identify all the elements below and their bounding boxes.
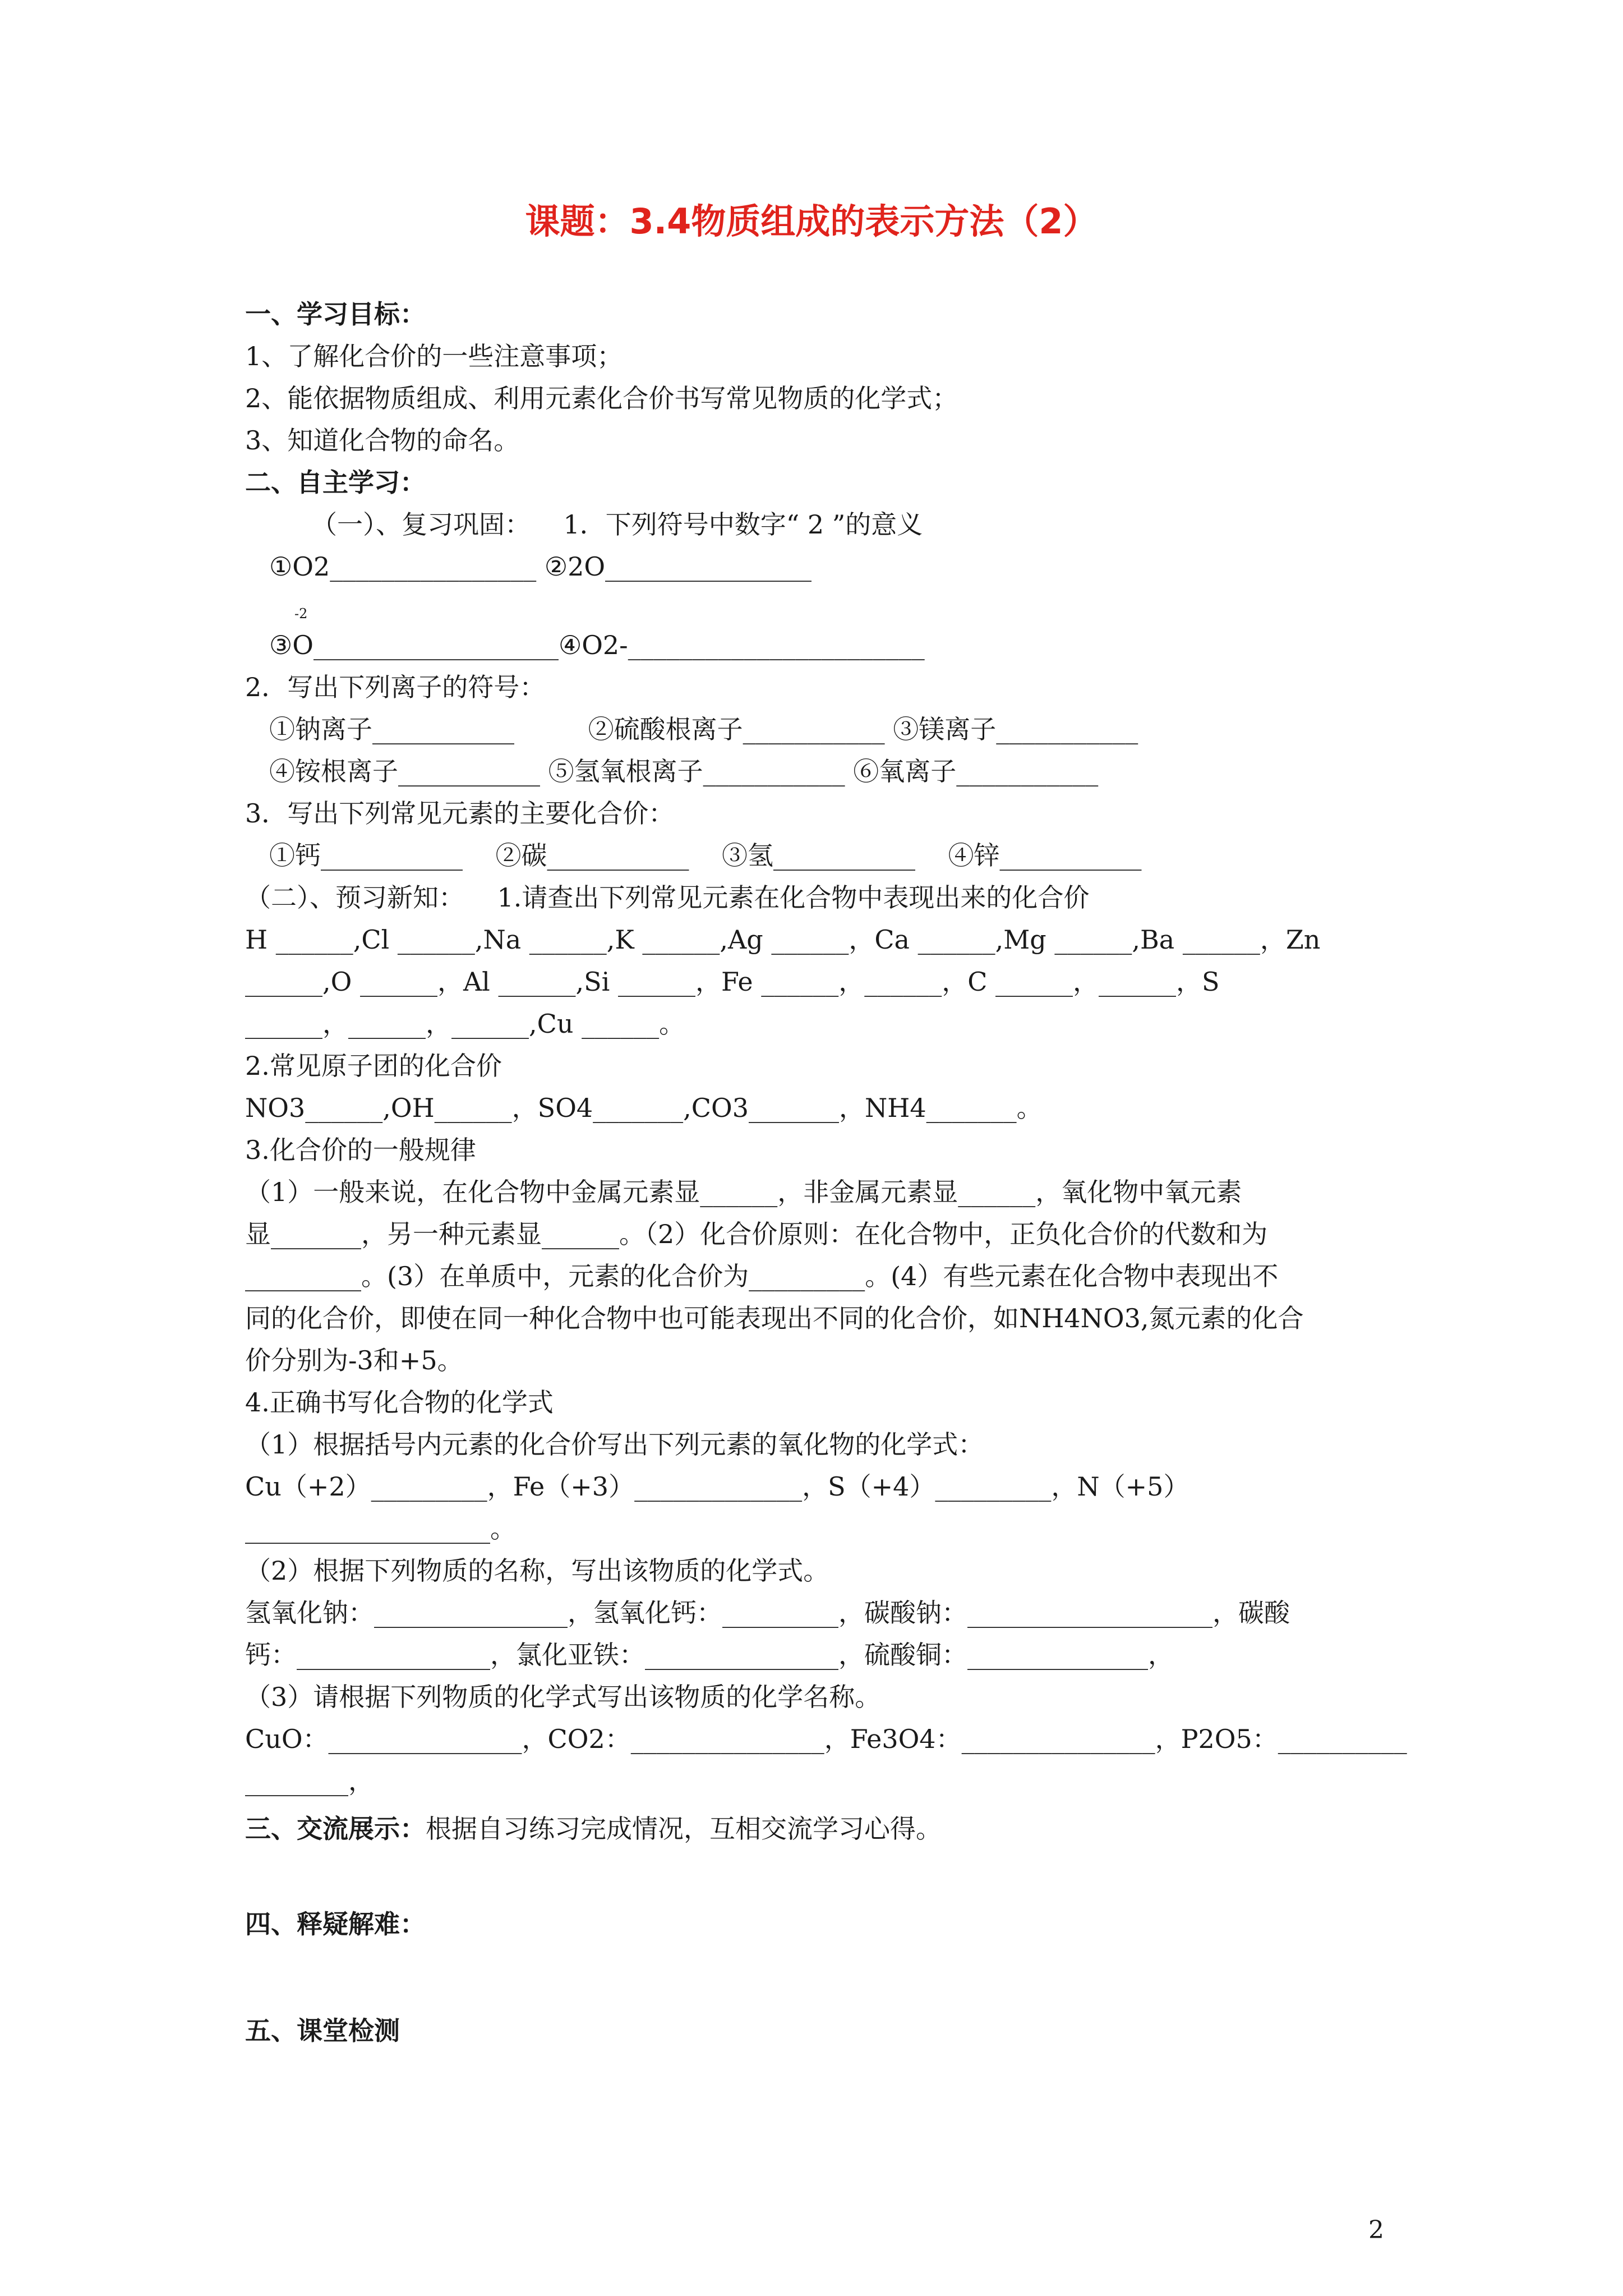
charge-superscript: -2 <box>294 606 308 622</box>
formula-q1-row: Cu（+2）_________，Fe（+3）_____________，S（+4）_________，N（+5） <box>245 1471 1189 1502</box>
ion-row-1: ①钠离子___________ ②硫酸根离子___________ ③镁离子___________ <box>269 714 1138 744</box>
formula-q2-row-1: 氢氧化钠：_______________，氢氧化钙：_________，碳酸钠：___________________，碳酸 <box>245 1598 1290 1628</box>
formula-q1: （1）根据括号内元素的化合价写出下列元素的氧化物的化学式： <box>245 1429 984 1460</box>
valence-question: 3．写出下列常见元素的主要化合价： <box>245 798 675 829</box>
review-item-1-2: ①O2________________ ②2O________________ <box>269 551 812 582</box>
ion-symbols-question: 2．写出下列离子的符号： <box>245 672 546 702</box>
preview-intro: （二）、预习新知： 1.请查出下列常见元素在化合物中表现出来的化合价 <box>245 882 1090 913</box>
ion-row-2: ④铵根离子___________ ⑤氢氧根离子___________ ⑥氧离子___________ <box>269 756 1099 786</box>
review-intro: （一）、复习巩固： 1．下列符号中数字“ 2 ”的意义 <box>311 509 923 540</box>
formula-q2: （2）根据下列物质的名称，写出该物质的化学式。 <box>245 1556 829 1586</box>
review-item-3-4: ③O___________________④O2-_______________________ <box>269 630 925 660</box>
goal-3: 3、知道化合物的命名。 <box>245 425 520 455</box>
section-heading-test: 五、课堂检测 <box>245 2016 400 2046</box>
section-heading-qa: 四、释疑解难： <box>245 1909 426 1939</box>
formula-q3-row-cont: ________， <box>245 1766 374 1796</box>
exchange-text: 根据自习练习完成情况，互相交流学习心得。 <box>426 1814 942 1844</box>
goal-2: 2、能依据物质组成、利用元素化合价书写常见物质的化学式； <box>245 383 958 413</box>
rules-line-1: （1）一般来说，在化合物中金属元素显______，非金属元素显______，氧化物中氧元素 <box>245 1177 1242 1207</box>
rules-line-2: 显_______，另一种元素显______。（2）化合价原则：在化合物中，正负化合价的代数和为 <box>245 1219 1268 1249</box>
section-heading-goals: 一、学习目标： <box>245 299 426 329</box>
section-heading-self-study: 二、自主学习： <box>245 467 426 498</box>
radical-heading: 2.常见原子团的化合价 <box>245 1051 502 1081</box>
element-valence-row-3: ______，______，______,Cu ______。 <box>245 1009 685 1039</box>
section-heading-exchange: 三、交流展示： <box>245 1814 426 1844</box>
page-title: 课题：3.4物质组成的表示方法（2） <box>525 201 1098 242</box>
radical-row: NO3______,OH______，SO4_______,CO3_______，NH4_______。 <box>245 1093 1043 1123</box>
rules-line-3: _________。(3）在单质中，元素的化合价为_________。(4）有些元素在化合物中表现出不 <box>245 1261 1279 1291</box>
valence-row: ①钙___________ ②碳___________ ③氢___________ ④锌___________ <box>269 840 1142 871</box>
formula-heading: 4.正确书写化合物的化学式 <box>245 1387 554 1418</box>
formula-q1-row-cont: ___________________。 <box>245 1513 516 1544</box>
goal-1: 1、了解化合价的一些注意事项； <box>245 341 623 371</box>
element-valence-row-1: H ______,Cl ______,Na ______,K ______,Ag ______，Ca ______,Mg ______,Ba ______，Zn <box>245 924 1321 955</box>
page-number: 2 <box>1368 2216 1384 2244</box>
rules-line-5: 价分别为-3和+5。 <box>245 1345 463 1375</box>
formula-q3: （3）请根据下列物质的化学式写出该物质的化学名称。 <box>245 1682 881 1712</box>
section-exchange <box>245 1812 942 1846</box>
formula-q2-row-2: 钙：_______________，氯化亚铁：_______________，硫酸铜：______________， <box>245 1640 1174 1670</box>
rules-line-4: 同的化合价，即使在同一种化合物中也可能表现出不同的化合价，如NH4NO3,氮元素的化合 <box>245 1303 1304 1333</box>
element-valence-row-2: ______,O ______，Al ______,Si ______，Fe ______，______，C ______，______，S <box>245 967 1220 997</box>
formula-q3-row: CuO：_______________，CO2：_______________，Fe3O4：_______________，P2O5：__________ <box>245 1724 1407 1754</box>
rules-heading: 3.化合价的一般规律 <box>245 1135 476 1165</box>
